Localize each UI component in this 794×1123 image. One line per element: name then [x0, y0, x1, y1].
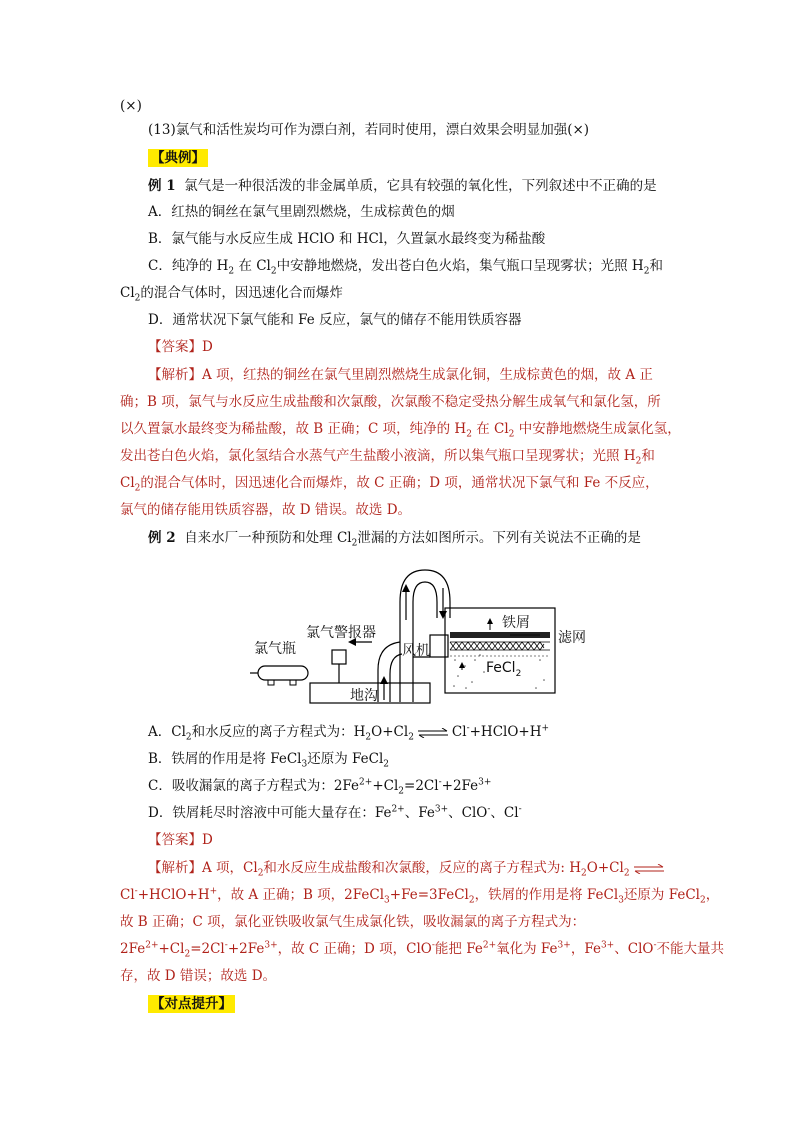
- example1-analysis-l6: 氯气的储存能用铁质容器，故 D 错误。故选 D。: [120, 502, 412, 518]
- example1-analysis-l3: 以久置氯水最终变为稀盐酸，故 B 正确；C 项，纯净的 $H_2$ 在 $Cl_2$ 中安静地燃烧生成氯化氢，: [120, 421, 681, 440]
- example2-option-b: B．铁屑的作用是将 FeCl$_3$还原为 FeCl$_2$: [148, 751, 390, 770]
- equilibrium-arrow-icon: [417, 728, 449, 738]
- example2-analysis-l3: 故 B 正确；C 项，氯化亚铁吸收氯气生成氯化铁，吸收漏氯的离子方程式为：: [120, 914, 586, 930]
- example2-option-d: D．铁屑耗尽时溶液中可能大量存在：$Fe^{2+}$、$Fe^{3+}$、ClO-、Cl-: [148, 804, 522, 821]
- example2-label: 例 2: [148, 530, 176, 546]
- example1-option-a: A．红热的铜丝在氯气里剧烈燃烧，生成棕黄色的烟: [148, 204, 455, 220]
- label-cylinder: 氯气瓶: [254, 641, 296, 657]
- tank: [445, 608, 555, 693]
- label-iron: 铁屑: [502, 615, 530, 631]
- example2-question: 例 2 自来水厂一种预防和处理 $Cl_2$泄漏的方法如图所示。下列有关说法不正确的是: [148, 530, 641, 549]
- label-ditch: 地沟: [350, 688, 378, 704]
- example1-option-c-line1: C．纯净的 $H_2$ 在 $Cl_2$中安静地燃烧，发出苍白色火焰，集气瓶口呈现雾状；光照 $H_2$和: [148, 258, 663, 277]
- example2-analysis-l5: 存，故 D 错误；故选 D。: [120, 968, 277, 984]
- label-filter: 滤网: [558, 630, 586, 646]
- gas-cylinder: [258, 666, 308, 680]
- example1-question-text: 氯气是一种很活泼的非金属单质，它具有较强的氧化性，下列叙述中不正确的是: [184, 178, 657, 194]
- example2-analysis-l2: Cl-+HClO+H+，故 A 正确；B 项，2FeCl$_3$+Fe=3FeCl$_2$，铁屑的作用是将 FeCl$_3$还原为 FeCl$_2$，: [120, 886, 720, 906]
- item-13: (13)氯气和活性炭均可作为漂白剂，若同时使用，漂白效果会明显加强(×): [148, 122, 590, 138]
- section-practice: [148, 994, 235, 1014]
- example1-analysis-l5: $Cl_2$的混合气体时，因迅速化合而爆炸，故 C 正确；D 项，通常状况下氯气和 Fe 不反应，: [120, 475, 659, 494]
- filter-mesh: [450, 642, 550, 650]
- section-typical-label: 【典例】: [148, 149, 208, 167]
- example2-option-a: A．$Cl_2$和水反应的离子方程式为：$H_2O+Cl_2$ Cl-+HClO+H+: [148, 723, 550, 743]
- example1-analysis-l1: 【解析】A 项，红热的铜丝在氯气里剧烈燃烧生成氯化铜，生成棕黄色的烟，故 A 正: [148, 367, 653, 383]
- example1-label: 例 1: [148, 178, 176, 194]
- prev-item-mark: (×): [120, 98, 142, 114]
- label-alarm: 氯气警报器: [306, 625, 376, 641]
- chlorine-leak-apparatus-figure: [240, 560, 586, 710]
- example1-answer: 【答案】D: [148, 339, 213, 355]
- section-practice-label: 【对点提升】: [148, 995, 235, 1013]
- label-fan: 风机: [402, 643, 430, 659]
- example2-option-c: C．吸收漏氯的离子方程式为：$2Fe^{2+}+Cl_2=2Cl^-+2Fe^{3+}$: [148, 777, 492, 797]
- label-fecl2: FeCl$_2$: [486, 660, 522, 679]
- example1-option-d: D．通常状况下氯气能和 Fe 反应，氯气的储存不能用铁质容器: [148, 312, 522, 328]
- section-typical: [148, 148, 208, 168]
- alarm-box: [332, 650, 346, 664]
- equilibrium-arrow-icon: [633, 864, 665, 874]
- apparatus-diagram: [240, 560, 570, 710]
- example1-option-c-line2: $Cl_2$的混合气体时，因迅速化合而爆炸: [120, 285, 343, 304]
- example1-analysis-l4: 发出苍白色火焰，氯化氢结合水蒸气产生盐酸小液滴，所以集气瓶口呈现雾状；光照 $H_2$和: [120, 448, 655, 467]
- example1-analysis-l2: 确；B 项，氯气与水反应生成盐酸和次氯酸，次氯酸不稳定受热分解生成氧气和氯化氢，所: [120, 394, 661, 410]
- example1-question: [148, 176, 657, 196]
- example2-analysis-l1: 【解析】A 项，$Cl_2$和水反应生成盐酸和次氯酸，反应的离子方程式为: $H_2O+Cl_2$: [148, 858, 668, 878]
- example1-option-b: B．氯气能与水反应生成 HClO 和 HCl，久置氯水最终变为稀盐酸: [148, 231, 546, 247]
- example2-analysis-l4: $2Fe^{2+}+Cl_2=2Cl^-+2Fe^{3+}$，故 C 正确；D 项，ClO-能把 $Fe^{2+}$氧化为 $Fe^{3+}$，$Fe^{3+}$、ClO-不能大量共: [120, 940, 724, 960]
- example2-answer: 【答案】D: [148, 832, 213, 848]
